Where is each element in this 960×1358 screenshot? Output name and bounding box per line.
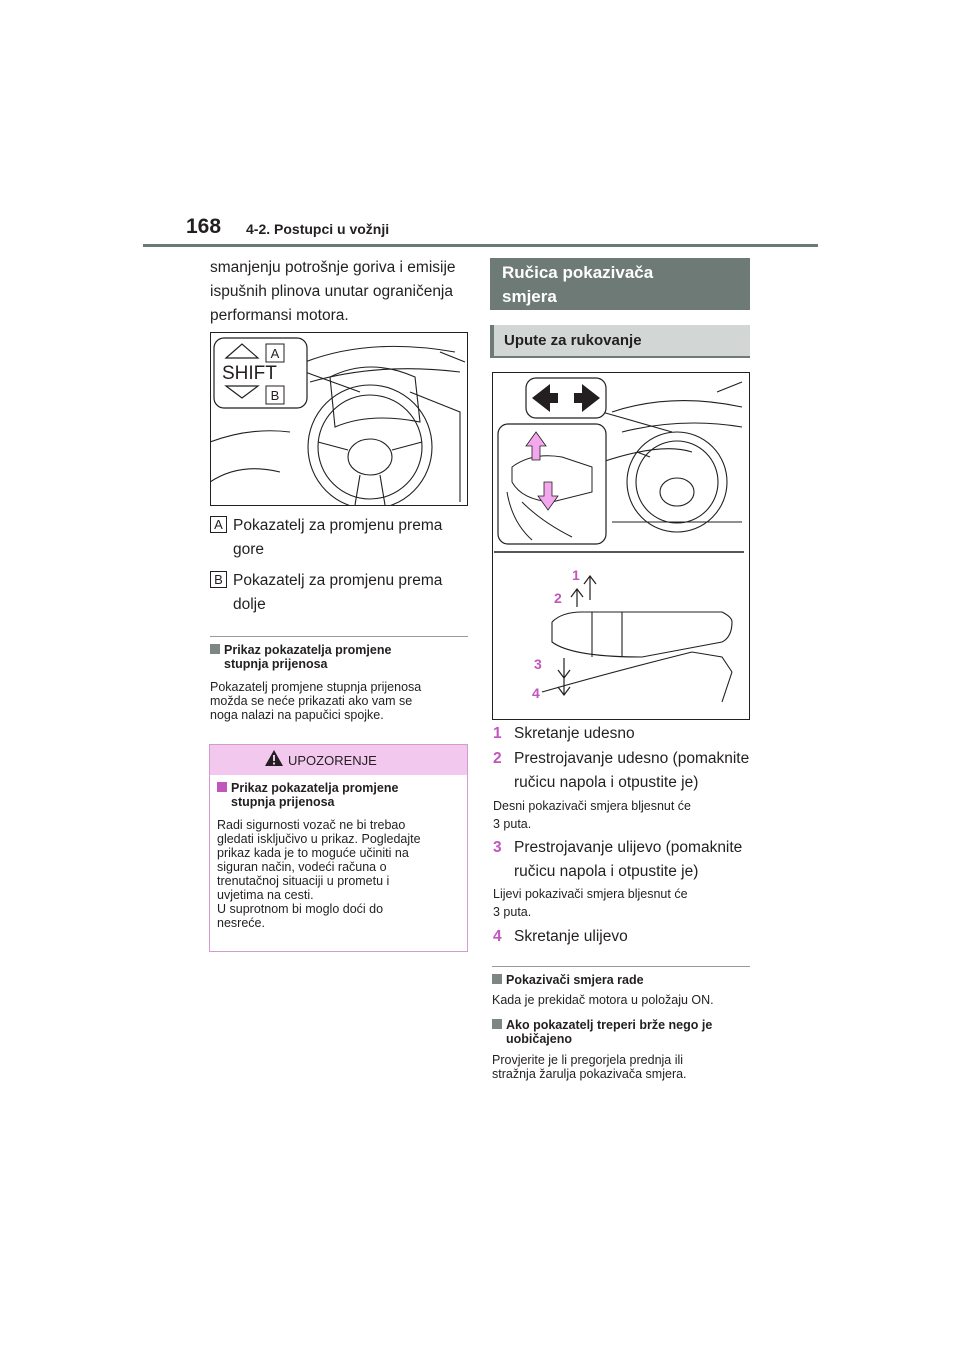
step-text-cont: ručicu napola i otpustite je) xyxy=(514,863,699,880)
step-2 xyxy=(493,747,751,795)
warning-line: uvjetima na cesti. xyxy=(217,888,314,902)
shift-label: SHIFT xyxy=(222,363,277,384)
step-text: Prestrojavanje ulijevo (pomaknite xyxy=(514,839,743,856)
divider xyxy=(210,636,468,637)
note-line: Kada je prekidač motora u položaju ON. xyxy=(492,993,714,1007)
intro-paragraph xyxy=(210,256,472,328)
note-title xyxy=(492,1018,754,1046)
divider xyxy=(492,966,750,967)
step-note-line: 3 puta. xyxy=(493,817,532,831)
step-note-line: Desni pokazivači smjera bljesnut će xyxy=(493,799,692,813)
warning-title-line: stupnja prijenosa xyxy=(231,795,335,809)
step-2-note xyxy=(493,797,751,833)
note-body xyxy=(492,993,754,1007)
section-band xyxy=(490,258,750,310)
warning-title-line: Prikaz pokazatelja promjene xyxy=(231,781,399,795)
step-number: 4 xyxy=(493,928,502,945)
step-4 xyxy=(493,925,751,949)
square-bullet-icon xyxy=(492,1019,502,1029)
step-number: 1 xyxy=(493,725,502,742)
step-text: Skretanje ulijevo xyxy=(514,928,628,945)
legend-text: Pokazatelj za promjenu prema xyxy=(233,517,443,534)
intro-line: ispušnih plinova unutar ograničenja xyxy=(210,283,453,300)
step-number: 3 xyxy=(493,839,502,856)
step-text: Prestrojavanje udesno (pomaknite xyxy=(514,750,750,767)
note-line: možda se neće prikazati ako vam se xyxy=(210,694,413,708)
warning-line: nesreće. xyxy=(217,916,265,930)
step-number: 2 xyxy=(493,750,502,767)
note-line: Provjerite je li pregorjela prednja ili xyxy=(492,1053,684,1067)
band-accent xyxy=(490,325,494,356)
step-text-cont: ručicu napola i otpustite je) xyxy=(514,774,699,791)
section-band-line: smjera xyxy=(502,287,557,306)
warning-icon xyxy=(264,749,284,767)
warning-title xyxy=(217,781,460,809)
page-number: 168 xyxy=(186,215,222,238)
note-body xyxy=(492,1053,754,1081)
note-line: stražnja žarulja pokazivača smjera. xyxy=(492,1067,687,1081)
step-1 xyxy=(493,722,751,746)
step-3-note xyxy=(493,885,751,921)
warning-header xyxy=(210,745,467,775)
note-line: Pokazatelj promjene stupnja prijenosa xyxy=(210,680,422,694)
square-bullet-icon xyxy=(492,974,502,984)
step-note-line: 3 puta. xyxy=(493,905,532,919)
step-3 xyxy=(493,836,751,884)
figure-label-a: A xyxy=(270,346,280,361)
legend-key: B xyxy=(210,571,227,588)
section-band-line: Ručica pokazivača xyxy=(502,263,654,282)
note-title-line: Pokazivači smjera rade xyxy=(506,973,644,987)
step-text: Skretanje udesno xyxy=(514,725,635,742)
legend-key: A xyxy=(210,516,227,533)
lever-label-3: 3 xyxy=(534,656,542,672)
note-title-line: stupnja prijenosa xyxy=(224,657,328,671)
warning-line: U suprotnom bi moglo doći do xyxy=(217,902,384,916)
lever-label-1: 1 xyxy=(572,567,580,583)
legend-text-cont: dolje xyxy=(233,596,266,613)
legend-text-cont: gore xyxy=(233,541,265,558)
section-title: 4-2. Postupci u vožnji xyxy=(246,221,390,237)
note-title-line: uobičajeno xyxy=(506,1032,572,1046)
subsection-band xyxy=(490,325,750,358)
note-body xyxy=(210,680,472,722)
subsection-title: Upute za rukovanje xyxy=(504,332,642,349)
note-title-line: Ako pokazatelj treperi brže nego je xyxy=(506,1018,713,1032)
shift-indicator-illustration xyxy=(210,332,468,506)
warning-body xyxy=(217,818,460,930)
intro-line: performansi motora. xyxy=(210,307,349,324)
legend-item-a xyxy=(210,514,470,562)
note-title xyxy=(492,973,754,987)
warning-line: trenutačnoj situaciji u prometu i xyxy=(217,874,390,888)
square-bullet-icon xyxy=(217,782,227,792)
lever-label-2: 2 xyxy=(554,590,562,606)
note-line: noga nalazi na papučici spojke. xyxy=(210,708,384,722)
warning-line: Radi sigurnosti vozač ne bi trebao xyxy=(217,818,406,832)
warning-line: siguran način, vodeći računa o xyxy=(217,860,387,874)
note-title xyxy=(210,643,470,671)
figure-label-b: B xyxy=(270,388,280,403)
warning-heading: UPOZORENJE xyxy=(288,753,377,768)
lever-label-4: 4 xyxy=(532,685,540,701)
intro-line: smanjenju potrošnje goriva i emisije xyxy=(210,259,456,276)
legend-text: Pokazatelj za promjenu prema xyxy=(233,572,443,589)
step-note-line: Lijevi pokazivači smjera bljesnut će xyxy=(493,887,688,901)
warning-line: gledati isključivo u prikaz. Pogledajte xyxy=(217,832,421,846)
header-rule xyxy=(143,244,818,247)
warning-box xyxy=(209,744,468,952)
warning-line: prikaz kada je to moguće učiniti na xyxy=(217,846,409,860)
square-bullet-icon xyxy=(210,644,220,654)
turn-signal-lever-illustration xyxy=(492,372,750,720)
note-title-line: Prikaz pokazatelja promjene xyxy=(224,643,392,657)
legend-item-b xyxy=(210,569,470,617)
